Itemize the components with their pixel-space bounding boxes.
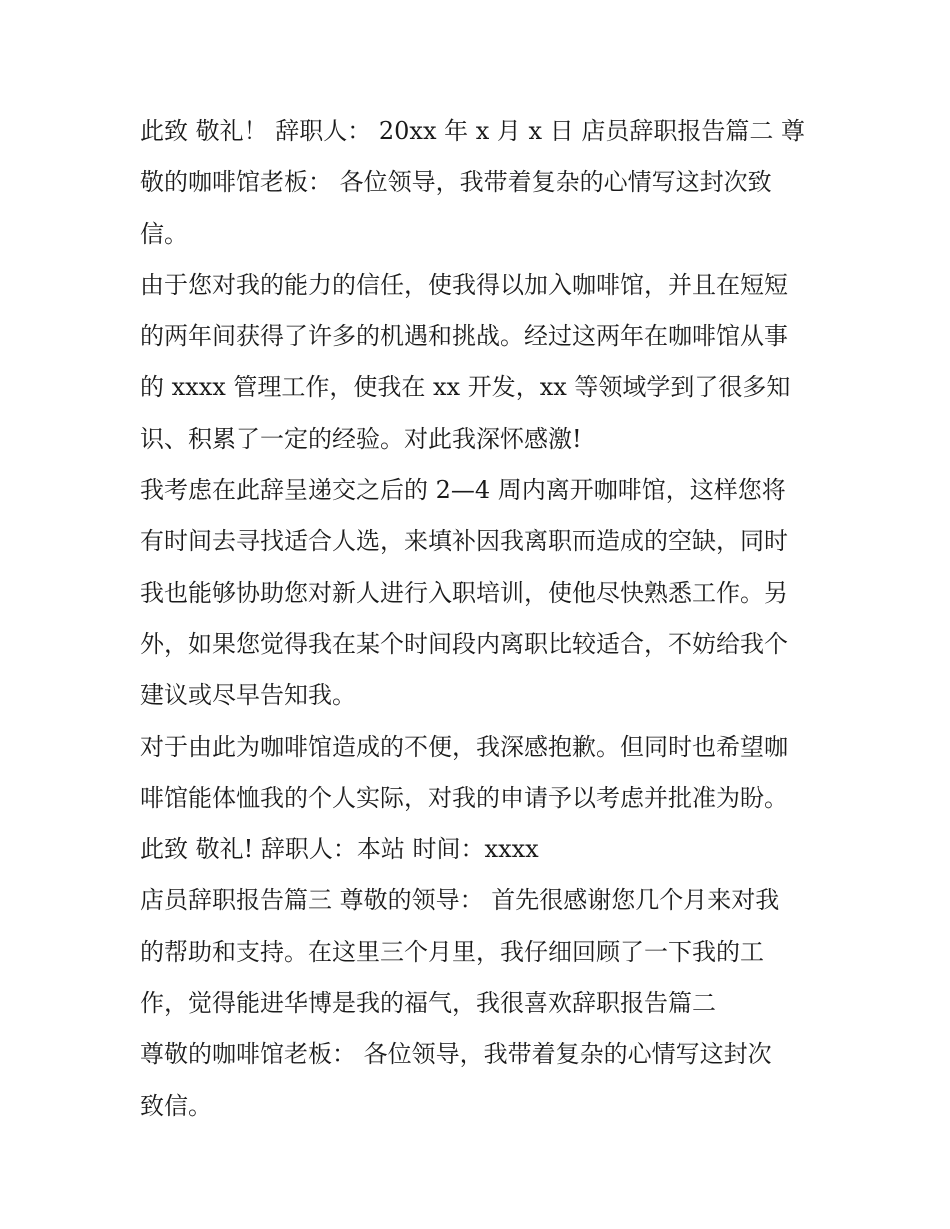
- text-line: 的 xxxx 管理工作，使我在 xx 开发，xx 等领域学到了很多知: [140, 373, 791, 402]
- text-line: 识、积累了一定的经验。对此我深怀感激!: [140, 424, 582, 453]
- text-line: 由于您对我的能力的信任，使我得以加入咖啡馆，并且在短短: [140, 270, 788, 299]
- text-line: 啡馆能体恤我的个人实际，对我的申请予以考虑并批准为盼。: [140, 783, 788, 812]
- text-line: 尊敬的咖啡馆老板： 各位领导，我带着复杂的心情写这封次: [140, 1040, 772, 1069]
- text-line: 的两年间获得了许多的机遇和挑战。经过这两年在咖啡馆从事: [140, 322, 788, 351]
- text-line: 对于由此为咖啡馆造成的不便，我深感抱歉。但同时也希望咖: [140, 732, 788, 761]
- text-line: 建议或尽早告知我。: [140, 681, 356, 710]
- text-line: 外，如果您觉得我在某个时间段内离职比较适合，不妨给我个: [140, 629, 788, 658]
- text-line: 有时间去寻找适合人选，来填补因我离职而造成的空缺，同时: [140, 527, 788, 556]
- text-line: 店员辞职报告篇三 尊敬的领导： 首先很感谢您几个月来对我: [140, 886, 780, 915]
- text-line: 此致 敬礼！ 辞职人： 20xx 年 x 月 x 日 店员辞职报告篇二 尊: [140, 117, 805, 145]
- text-line: 的帮助和支持。在这里三个月里，我仔细回顾了一下我的工: [140, 937, 764, 966]
- text-line: 此致 敬礼! 辞职人：本站 时间：xxxx: [140, 835, 539, 864]
- text-line: 致信。: [140, 1091, 212, 1120]
- letter-body: [140, 106, 820, 1132]
- text-line: 信。: [140, 219, 188, 248]
- text-line: 我也能够协助您对新人进行入职培训，使他尽快熟悉工作。另: [140, 578, 788, 607]
- text-line: 作，觉得能进华博是我的福气，我很喜欢辞职报告篇二: [140, 989, 716, 1018]
- text-line: 敬的咖啡馆老板： 各位领导，我带着复杂的心情写这封次致: [140, 168, 772, 197]
- text-line: 我考虑在此辞呈递交之后的 2—4 周内离开咖啡馆，这样您将: [140, 476, 786, 505]
